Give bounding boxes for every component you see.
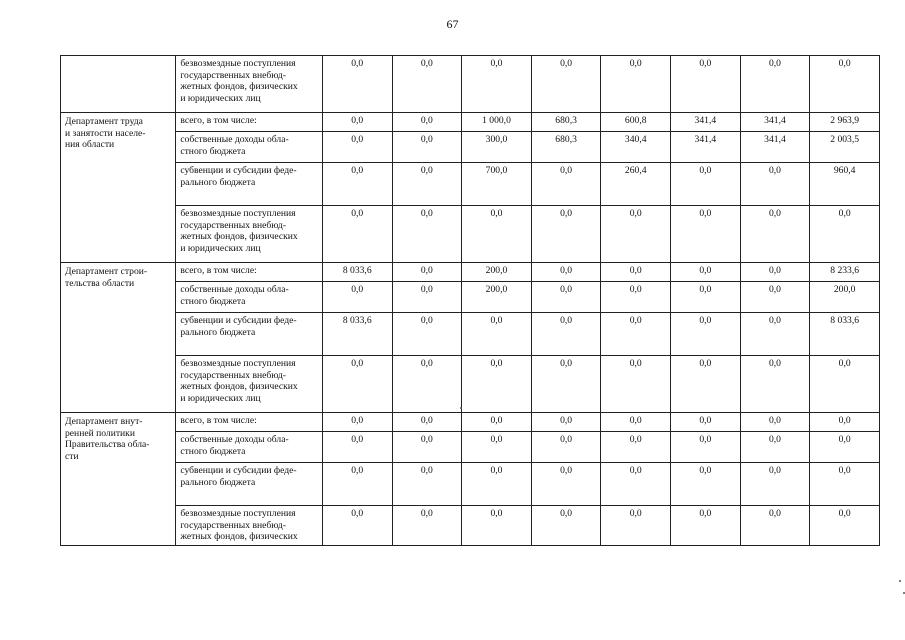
value-cell: 0,0 [810,432,880,463]
value-cell: 0,0 [740,263,810,282]
value-cell: 0,0 [671,356,741,413]
department-name-line: Правительства обла- [65,439,150,450]
value-cell: 0,0 [322,506,392,546]
funding-source-line: жетных фондов, физических [180,231,298,242]
funding-source-line: рального бюджета [180,176,256,188]
value-cell: 260,4 [601,163,671,206]
funding-source [176,206,323,263]
funding-source [176,432,323,463]
value-cell: 0,0 [671,206,741,263]
value-cell: 0,0 [601,413,671,432]
value-cell: 0,0 [392,356,462,413]
funding-source-line: и юридических лиц [180,392,261,404]
funding-source-line: всего, в том числе: [180,265,257,276]
value-cell: 0,0 [810,463,880,506]
funding-source-line: безвозмездные поступления [180,508,296,519]
value-cell: 0,0 [531,432,601,463]
value-cell: 0,0 [322,356,392,413]
table-row [61,356,880,413]
funding-source-line: безвозмездные поступления [180,208,296,219]
value-cell: 0,0 [810,413,880,432]
department-name [61,113,176,263]
value-cell: 0,0 [392,163,462,206]
value-cell: 0,0 [601,263,671,282]
table-row [61,163,880,206]
value-cell: 0,0 [462,313,532,356]
table-row [61,56,880,113]
value-cell: 0,0 [322,282,392,313]
value-cell: 0,0 [671,313,741,356]
value-cell: 0,0 [462,506,532,546]
value-cell: 0,0 [322,132,392,163]
department-name-line: тельства области [65,277,135,289]
funding-source [176,132,323,163]
value-cell: 0,0 [671,432,741,463]
value-cell: 0,0 [531,463,601,506]
department-name [61,56,176,113]
value-cell: 0,0 [392,263,462,282]
value-cell: 341,4 [671,113,741,132]
table-row [61,313,880,356]
table-row [61,463,880,506]
value-cell: 200,0 [462,263,532,282]
department-name-line: и занятости населе- [65,127,146,139]
funding-source-line: субвенции и субсидии феде- [180,315,297,326]
value-cell: 200,0 [462,282,532,313]
funding-source [176,113,323,132]
value-cell: 0,0 [392,282,462,313]
value-cell: 0,0 [740,282,810,313]
funding-source-line: субвенции и субсидии феде- [180,165,297,176]
value-cell: 0,0 [462,413,532,432]
value-cell: 0,0 [671,506,741,546]
value-cell: 960,4 [810,163,880,206]
value-cell: 700,0 [462,163,532,206]
department-name [61,413,176,546]
department-name-line: Департамент внут- [65,416,143,427]
value-cell: 300,0 [462,132,532,163]
funding-source-line: жетных фондов, физических [180,381,298,392]
value-cell: 0,0 [671,463,741,506]
funding-source [176,313,323,356]
value-cell: 0,0 [531,413,601,432]
table-body [61,56,880,546]
value-cell: 0,0 [810,206,880,263]
funding-source-line: стного бюджета [180,445,246,457]
funding-source [176,263,323,282]
department-name [61,263,176,413]
table-row [61,206,880,263]
table-row [61,413,880,432]
department-name-line: ренней политики [65,427,135,439]
value-cell: 8 033,6 [322,313,392,356]
value-cell: 0,0 [322,432,392,463]
value-cell: 0,0 [531,282,601,313]
funding-source [176,506,323,546]
value-cell: 0,0 [531,206,601,263]
value-cell: 0,0 [392,506,462,546]
value-cell: 0,0 [671,263,741,282]
funding-source-line: государственных внебюд- [180,219,287,231]
funding-source-line: всего, в том числе: [180,415,257,426]
value-cell: 0,0 [810,506,880,546]
value-cell: 0,0 [392,432,462,463]
table-row [61,113,880,132]
value-cell: 0,0 [462,356,532,413]
funding-source [176,163,323,206]
value-cell: 0,0 [671,282,741,313]
table-row [61,282,880,313]
funding-table [60,55,880,546]
funding-source [176,282,323,313]
value-cell: 0,0 [531,56,601,113]
funding-source-line: государственных внебюд- [180,369,287,381]
value-cell: 0,0 [601,463,671,506]
value-cell: 2 963,9 [810,113,880,132]
value-cell: 340,4 [601,132,671,163]
funding-source-line: субвенции и субсидии феде- [180,465,297,476]
funding-source-line: жетных фондов, физических [180,531,298,542]
value-cell: 0,0 [740,432,810,463]
value-cell: 0,0 [601,356,671,413]
value-cell: 0,0 [740,463,810,506]
value-cell: 0,0 [740,413,810,432]
value-cell: 0,0 [810,356,880,413]
value-cell: 0,0 [531,356,601,413]
value-cell: 0,0 [392,132,462,163]
funding-source-line: жетных фондов, физических [180,81,298,92]
value-cell: 0,0 [392,206,462,263]
page-number: 67 [446,17,459,31]
value-cell: 0,0 [462,432,532,463]
value-cell: 341,4 [671,132,741,163]
value-cell: 0,0 [810,56,880,113]
value-cell: 0,0 [740,206,810,263]
value-cell: 0,0 [322,463,392,506]
value-cell: 0,0 [601,313,671,356]
value-cell: 8 033,6 [810,313,880,356]
funding-source-line: рального бюджета [180,326,256,338]
funding-source-line: рального бюджета [180,476,256,488]
value-cell: 0,0 [740,313,810,356]
value-cell: 0,0 [601,506,671,546]
value-cell: 0,0 [322,413,392,432]
funding-source [176,56,323,113]
scan-speck [460,407,462,409]
funding-source-line: всего, в том числе: [180,115,257,126]
funding-source-line: собственные доходы обла- [180,284,289,295]
value-cell: 0,0 [531,506,601,546]
value-cell: 0,0 [531,163,601,206]
value-cell: 341,4 [740,132,810,163]
value-cell: 680,3 [531,132,601,163]
funding-source [176,356,323,413]
value-cell: 0,0 [740,163,810,206]
value-cell: 0,0 [392,313,462,356]
value-cell: 0,0 [462,56,532,113]
value-cell: 0,0 [392,413,462,432]
funding-source-line: безвозмездные поступления [180,58,296,69]
value-cell: 1 000,0 [462,113,532,132]
value-cell: 0,0 [601,56,671,113]
funding-source-line: собственные доходы обла- [180,134,289,145]
value-cell: 0,0 [531,263,601,282]
value-cell: 0,0 [322,56,392,113]
funding-source-line: государственных внебюд- [180,69,287,81]
table-row [61,132,880,163]
value-cell: 2 003,5 [810,132,880,163]
funding-source-line: стного бюджета [180,145,246,157]
value-cell: 0,0 [322,113,392,132]
funding-source-line: собственные доходы обла- [180,434,289,445]
value-cell: 0,0 [462,463,532,506]
table-row [61,506,880,546]
value-cell: 0,0 [392,113,462,132]
funding-source-line: стного бюджета [180,295,246,307]
funding-source [176,463,323,506]
value-cell: 0,0 [462,206,532,263]
funding-source-line: и юридических лиц [180,242,261,254]
value-cell: 0,0 [322,206,392,263]
value-cell: 0,0 [601,282,671,313]
value-cell: 0,0 [671,56,741,113]
table-row [61,432,880,463]
department-name-line: Департамент строи- [65,266,148,277]
table-row [61,263,880,282]
value-cell: 8 233,6 [810,263,880,282]
department-name-line: ния области [65,139,115,150]
funding-source-line: и юридических лиц [180,92,261,104]
department-name-line: Департамент труда [65,116,143,127]
value-cell: 0,0 [740,506,810,546]
value-cell: 680,3 [531,113,601,132]
value-cell: 600,8 [601,113,671,132]
department-name-line: сти [65,450,79,462]
value-cell: 0,0 [392,56,462,113]
value-cell: 341,4 [740,113,810,132]
value-cell: 0,0 [671,413,741,432]
funding-source-line: государственных внебюд- [180,519,287,531]
value-cell: 0,0 [322,163,392,206]
value-cell: 0,0 [601,432,671,463]
value-cell: 0,0 [531,313,601,356]
scan-speck [899,580,901,582]
value-cell: 0,0 [740,356,810,413]
funding-source-line: безвозмездные поступления [180,358,296,369]
value-cell: 0,0 [392,463,462,506]
value-cell: 200,0 [810,282,880,313]
funding-source [176,413,323,432]
value-cell: 0,0 [671,163,741,206]
value-cell: 0,0 [601,206,671,263]
value-cell: 0,0 [740,56,810,113]
value-cell: 8 033,6 [322,263,392,282]
